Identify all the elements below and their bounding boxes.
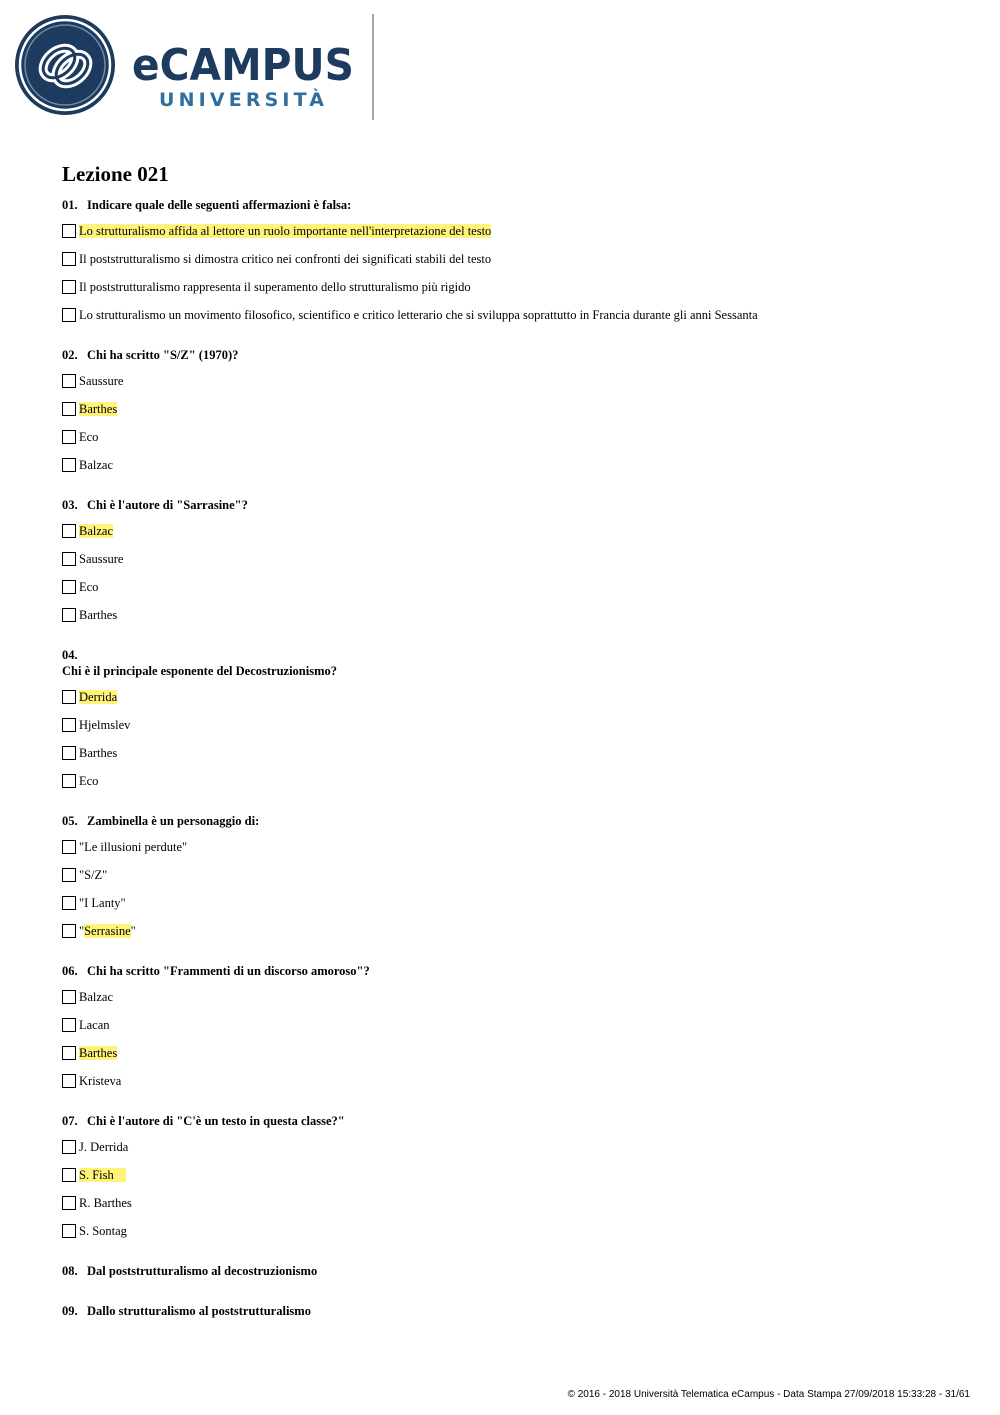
answer-checkbox[interactable] bbox=[62, 430, 76, 444]
question-text: Chi ha scritto "S/Z" (1970)? bbox=[87, 348, 239, 362]
question-title bbox=[62, 963, 962, 979]
correct-answer-highlight: Barthes bbox=[79, 1046, 118, 1060]
answer-checkbox[interactable] bbox=[62, 552, 76, 566]
answer-text: Eco bbox=[79, 580, 99, 594]
answer-option[interactable] bbox=[62, 521, 962, 541]
answer-option[interactable] bbox=[62, 305, 962, 325]
answer-option[interactable] bbox=[62, 893, 962, 913]
answer-option[interactable] bbox=[62, 1071, 962, 1091]
question-09 bbox=[62, 1303, 962, 1319]
answer-text: Eco bbox=[79, 430, 99, 444]
header-divider bbox=[372, 14, 374, 120]
answer-option[interactable] bbox=[62, 1015, 962, 1035]
answer-checkbox[interactable] bbox=[62, 308, 76, 322]
question-06 bbox=[62, 963, 962, 1091]
answer-checkbox[interactable] bbox=[62, 280, 76, 294]
correct-answer-highlight: S. Fish bbox=[79, 1168, 126, 1182]
answer-checkbox[interactable] bbox=[62, 1196, 76, 1210]
answer-checkbox[interactable] bbox=[62, 252, 76, 266]
answer-text: Barthes bbox=[79, 608, 118, 622]
answer-option[interactable] bbox=[62, 1165, 962, 1185]
answer-option[interactable] bbox=[62, 865, 962, 885]
answer-checkbox[interactable] bbox=[62, 524, 76, 538]
answer-option[interactable] bbox=[62, 1043, 962, 1063]
answer-text: Lacan bbox=[79, 1018, 110, 1032]
question-title bbox=[62, 813, 962, 829]
answer-checkbox[interactable] bbox=[62, 690, 76, 704]
question-number: 06. bbox=[62, 964, 78, 978]
answer-option[interactable] bbox=[62, 687, 962, 707]
answer-checkbox[interactable] bbox=[62, 580, 76, 594]
answer-text: Balzac bbox=[79, 990, 114, 1004]
question-title bbox=[62, 1263, 962, 1279]
question-text: Chi ha scritto "Frammenti di un discorso amoroso"? bbox=[87, 964, 370, 978]
answer-text: Saussure bbox=[79, 552, 124, 566]
answer-option[interactable] bbox=[62, 371, 962, 391]
answer-option[interactable] bbox=[62, 399, 962, 419]
question-number: 08. bbox=[62, 1264, 78, 1278]
question-text: Chi è l'autore di "C'è un testo in questa classe?" bbox=[87, 1114, 345, 1128]
question-04 bbox=[62, 647, 962, 791]
question-title bbox=[62, 497, 962, 513]
question-text: Chi è il principale esponente del Decostruzionismo? bbox=[62, 664, 337, 678]
answer-option[interactable] bbox=[62, 455, 962, 475]
question-08 bbox=[62, 1263, 962, 1279]
answer-text: "S/Z" bbox=[79, 868, 108, 882]
answer-checkbox[interactable] bbox=[62, 990, 76, 1004]
answer-text: Balzac bbox=[79, 458, 114, 472]
question-number: 03. bbox=[62, 498, 78, 512]
answer-option[interactable] bbox=[62, 221, 962, 241]
answer-option[interactable] bbox=[62, 605, 962, 625]
question-number: 09. bbox=[62, 1304, 78, 1318]
lesson-title: Lezione 021 bbox=[62, 162, 169, 186]
correct-answer-highlight: Serrasine bbox=[84, 924, 131, 938]
answer-text bbox=[79, 401, 117, 417]
answer-text bbox=[79, 689, 117, 705]
answer-text: Il poststrutturalismo rappresenta il superamento dello strutturalismo più rigido bbox=[79, 280, 471, 294]
answer-option[interactable] bbox=[62, 987, 962, 1007]
question-title bbox=[62, 197, 962, 213]
correct-answer-highlight: Balzac bbox=[79, 524, 114, 538]
answer-text: Il poststrutturalismo si dimostra critico nei confronti dei significati stabili del testo bbox=[79, 252, 492, 266]
question-03 bbox=[62, 497, 962, 625]
answer-text: Hjelmslev bbox=[79, 718, 131, 732]
answer-checkbox[interactable] bbox=[62, 1168, 76, 1182]
page-footer: © 2016 - 2018 Università Telematica eCampus - Data Stampa 27/09/2018 15:33:28 - 31/61 bbox=[567, 1389, 970, 1400]
answer-text: Lo strutturalismo un movimento filosofico, scientifico e critico letterario che si sviluppa soprattutto in Francia durante gli anni Sessanta bbox=[79, 308, 758, 322]
answer-option[interactable] bbox=[62, 743, 962, 763]
answer-checkbox[interactable] bbox=[62, 840, 76, 854]
answer-text: "I Lanty" bbox=[79, 896, 126, 910]
question-text: Chi è l'autore di "Sarrasine"? bbox=[87, 498, 248, 512]
question-title bbox=[62, 1113, 962, 1129]
answer-text: R. Barthes bbox=[79, 1196, 132, 1210]
answer-text: Saussure bbox=[79, 374, 124, 388]
answer-option[interactable] bbox=[62, 277, 962, 297]
answer-text: Barthes bbox=[79, 746, 118, 760]
question-title bbox=[62, 1303, 962, 1319]
answer-checkbox[interactable] bbox=[62, 608, 76, 622]
page-header bbox=[0, 0, 1000, 130]
answer-option[interactable] bbox=[62, 1137, 962, 1157]
answer-option[interactable] bbox=[62, 249, 962, 269]
question-number: 02. bbox=[62, 348, 78, 362]
question-02 bbox=[62, 347, 962, 475]
answer-text: Eco bbox=[79, 774, 99, 788]
answer-checkbox[interactable] bbox=[62, 458, 76, 472]
correct-answer-highlight: Derrida bbox=[79, 690, 118, 704]
ecampus-logo-icon bbox=[14, 14, 359, 116]
answer-checkbox[interactable] bbox=[62, 402, 76, 416]
question-text: Dallo strutturalismo al poststrutturalismo bbox=[87, 1304, 311, 1318]
question-title bbox=[62, 647, 962, 679]
answer-checkbox[interactable] bbox=[62, 374, 76, 388]
answer-option[interactable] bbox=[62, 1193, 962, 1213]
answer-checkbox[interactable] bbox=[62, 1140, 76, 1154]
question-title bbox=[62, 347, 962, 363]
answer-checkbox[interactable] bbox=[62, 924, 76, 938]
question-number: 01. bbox=[62, 198, 78, 212]
answer-checkbox[interactable] bbox=[62, 718, 76, 732]
question-text: Zambinella è un personaggio di: bbox=[87, 814, 260, 828]
answer-checkbox[interactable] bbox=[62, 746, 76, 760]
answer-checkbox[interactable] bbox=[62, 868, 76, 882]
answer-checkbox[interactable] bbox=[62, 1018, 76, 1032]
answer-text: "Le illusioni perdute" bbox=[79, 840, 188, 854]
answer-checkbox[interactable] bbox=[62, 1046, 76, 1060]
question-01 bbox=[62, 197, 962, 325]
question-number: 07. bbox=[62, 1114, 78, 1128]
answer-option[interactable] bbox=[62, 577, 962, 597]
question-text: Dal poststrutturalismo al decostruzionismo bbox=[87, 1264, 318, 1278]
answer-option[interactable] bbox=[62, 715, 962, 735]
ecampus-logo bbox=[14, 14, 359, 116]
question-number: 04. bbox=[62, 648, 78, 662]
answer-option[interactable] bbox=[62, 771, 962, 791]
answer-text: Kristeva bbox=[79, 1074, 122, 1088]
question-text: Indicare quale delle seguenti affermazioni è falsa: bbox=[87, 198, 352, 212]
answer-text bbox=[79, 523, 113, 539]
question-list bbox=[62, 197, 962, 1343]
answer-checkbox[interactable] bbox=[62, 896, 76, 910]
answer-option[interactable] bbox=[62, 1221, 962, 1241]
answer-text: J. Derrida bbox=[79, 1140, 129, 1154]
answer-checkbox[interactable] bbox=[62, 1224, 76, 1238]
answer-option[interactable] bbox=[62, 837, 962, 857]
answer-text bbox=[79, 1167, 126, 1183]
correct-answer-highlight: Barthes bbox=[79, 402, 118, 416]
answer-text bbox=[79, 1045, 117, 1061]
logo-subtitle: UNIVERSITÀ bbox=[159, 89, 324, 111]
answer-text: "Serrasine" bbox=[79, 924, 136, 938]
answer-text: S. Sontag bbox=[79, 1224, 127, 1238]
question-number: 05. bbox=[62, 814, 78, 828]
answer-checkbox[interactable] bbox=[62, 774, 76, 788]
answer-checkbox[interactable] bbox=[62, 224, 76, 238]
answer-text bbox=[79, 223, 491, 239]
answer-checkbox[interactable] bbox=[62, 1074, 76, 1088]
question-05 bbox=[62, 813, 962, 941]
logo-brand: eCAMPUS bbox=[132, 40, 354, 91]
question-07 bbox=[62, 1113, 962, 1241]
answer-option[interactable] bbox=[62, 427, 962, 447]
answer-option[interactable] bbox=[62, 921, 962, 941]
correct-answer-highlight: Lo strutturalismo affida al lettore un ruolo importante nell'interpretazione del testo bbox=[79, 224, 492, 238]
answer-option[interactable] bbox=[62, 549, 962, 569]
